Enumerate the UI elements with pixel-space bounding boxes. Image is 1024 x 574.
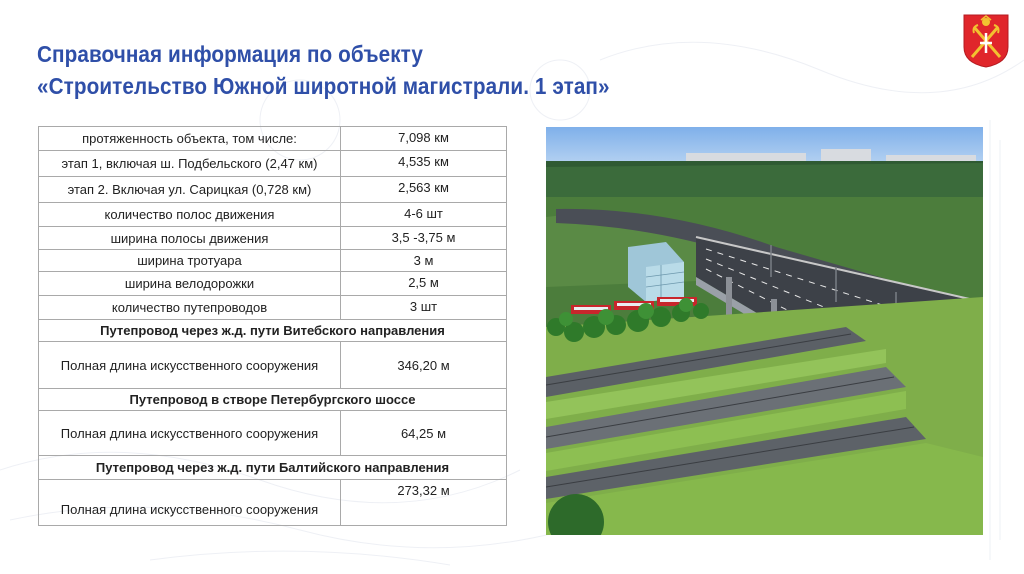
row-label: этап 2. Включая ул. Сарицкая (0,728 км): [39, 177, 341, 203]
row-label: количество путепроводов: [39, 296, 341, 320]
row-label: количество полос движения: [39, 203, 341, 227]
row-value: 4,535 км: [341, 151, 507, 177]
title-line-1: Справочная информация по объекту: [37, 41, 424, 67]
table-row: [39, 250, 507, 272]
row-value: 2,563 км: [341, 177, 507, 203]
row-value: 7,098 км: [341, 127, 507, 151]
table-row: [39, 480, 507, 526]
overpass-render-illustration: [546, 127, 983, 535]
row-label: ширина тротуара: [39, 250, 341, 272]
row-value: 346,20 м: [341, 342, 507, 389]
table-row: [39, 411, 507, 456]
row-label: протяженность объекта, том числе:: [39, 127, 341, 151]
table-row: [39, 342, 507, 389]
bridge-heading: Путепровод через ж.д. пути Витебского направления: [39, 320, 507, 342]
title-line-2: «Строительство Южной широтной магистрали. 1 этап»: [37, 73, 610, 99]
table-row: [39, 296, 507, 320]
table-row: [39, 151, 507, 177]
bridge-heading: Путепровод через ж.д. пути Балтийского направления: [39, 456, 507, 480]
row-value: 3,5 -3,75 м: [341, 227, 507, 250]
row-label: Полная длина искусственного сооружения: [39, 342, 341, 389]
overpass-render-image: [546, 127, 983, 535]
row-label: ширина велодорожки: [39, 272, 341, 296]
row-value: 273,32 м: [341, 480, 507, 526]
table-row: [39, 177, 507, 203]
row-label: Полная длина искусственного сооружения: [39, 411, 341, 456]
table-row: [39, 127, 507, 151]
bridge-heading-row: [39, 389, 507, 411]
coat-of-arms-icon: [962, 13, 1010, 68]
row-label: Полная длина искусственного сооружения: [39, 480, 341, 526]
bridge-heading-row: [39, 320, 507, 342]
row-label: ширина полосы движения: [39, 227, 341, 250]
table-row: [39, 272, 507, 296]
table-row: [39, 203, 507, 227]
row-value: 64,25 м: [341, 411, 507, 456]
bridge-heading: Путепровод в створе Петербургского шоссе: [39, 389, 507, 411]
row-value: 3 м: [341, 250, 507, 272]
row-value: 4-6 шт: [341, 203, 507, 227]
row-value: 3 шт: [341, 296, 507, 320]
page-title: [37, 38, 721, 102]
object-info-table: [38, 126, 507, 526]
bridge-heading-row: [39, 456, 507, 480]
row-label: этап 1, включая ш. Подбельского (2,47 км): [39, 151, 341, 177]
row-value: 2,5 м: [341, 272, 507, 296]
table-row: [39, 227, 507, 250]
